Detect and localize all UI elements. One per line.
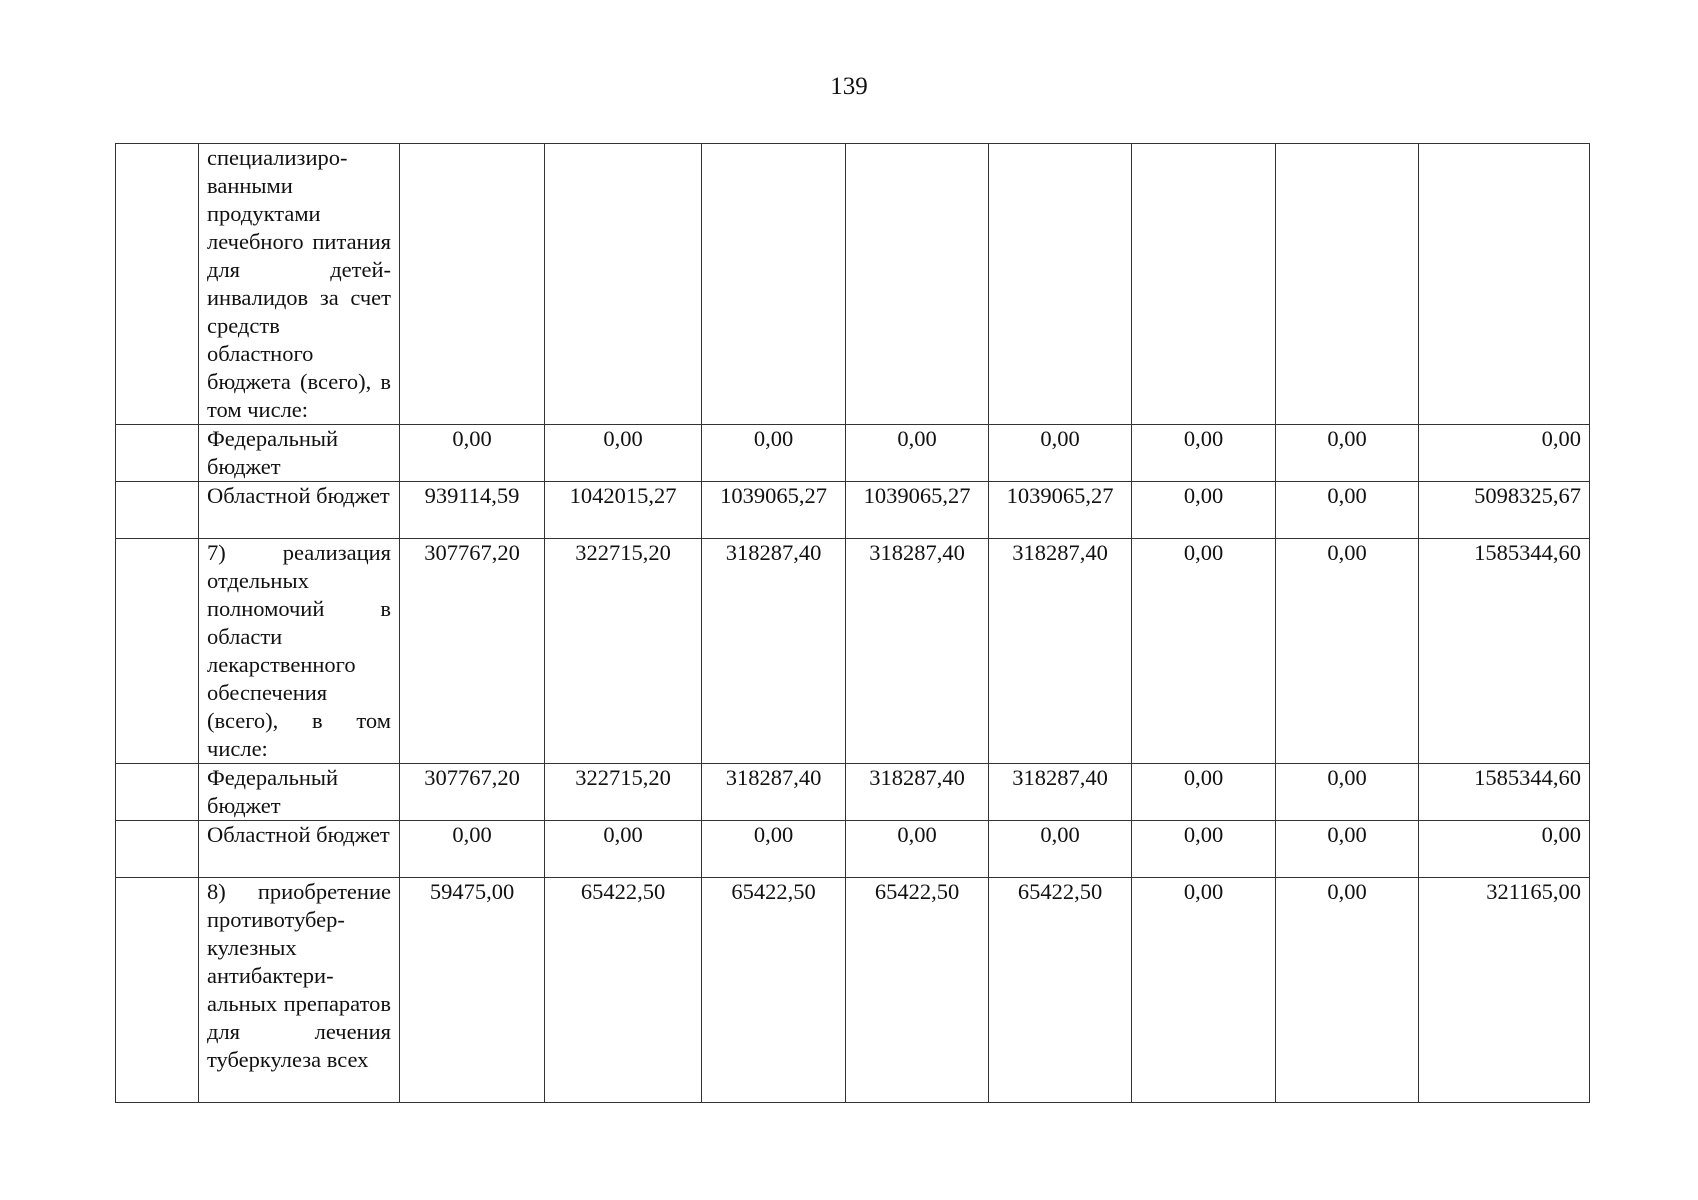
empty-cell	[116, 144, 199, 425]
value-cell: 0,00	[702, 821, 846, 878]
value-cell: 1042015,27	[545, 482, 702, 539]
total-cell: 1585344,60	[1419, 539, 1590, 764]
value-cell: 318287,40	[846, 539, 989, 764]
value-cell	[846, 144, 989, 425]
value-cell: 0,00	[846, 425, 989, 482]
empty-cell	[116, 878, 199, 1103]
value-cell	[702, 144, 846, 425]
row-description: Областной бюджет	[199, 821, 400, 878]
total-cell: 1585344,60	[1419, 764, 1590, 821]
value-cell: 0,00	[1132, 764, 1276, 821]
value-cell: 1039065,27	[989, 482, 1132, 539]
row-description: 7) реализация отдельных полномочий в области лекарственного обеспечения (всего), в том числе:	[199, 539, 400, 764]
value-cell: 0,00	[545, 425, 702, 482]
total-cell	[1419, 144, 1590, 425]
value-cell	[989, 144, 1132, 425]
value-cell: 0,00	[989, 821, 1132, 878]
table-row	[116, 425, 1590, 482]
value-cell: 59475,00	[400, 878, 545, 1103]
empty-cell	[116, 764, 199, 821]
value-cell: 318287,40	[702, 764, 846, 821]
value-cell: 1039065,27	[702, 482, 846, 539]
value-cell: 318287,40	[989, 764, 1132, 821]
table-row	[116, 878, 1590, 1103]
value-cell: 0,00	[702, 425, 846, 482]
budget-table	[115, 143, 1590, 1103]
value-cell	[400, 144, 545, 425]
table-row	[116, 482, 1590, 539]
row-description: Федеральный бюджет	[199, 764, 400, 821]
table-row	[116, 821, 1590, 878]
total-cell: 321165,00	[1419, 878, 1590, 1103]
row-description: Областной бюджет	[199, 482, 400, 539]
value-cell: 939114,59	[400, 482, 545, 539]
value-cell: 0,00	[1132, 878, 1276, 1103]
value-cell: 65422,50	[989, 878, 1132, 1103]
table-row	[116, 764, 1590, 821]
table-row	[116, 144, 1590, 425]
value-cell: 0,00	[1276, 764, 1419, 821]
value-cell: 0,00	[989, 425, 1132, 482]
empty-cell	[116, 821, 199, 878]
value-cell: 318287,40	[702, 539, 846, 764]
table-row	[116, 539, 1590, 764]
value-cell: 0,00	[1276, 425, 1419, 482]
value-cell: 0,00	[400, 821, 545, 878]
value-cell: 0,00	[846, 821, 989, 878]
value-cell: 307767,20	[400, 764, 545, 821]
total-cell: 0,00	[1419, 821, 1590, 878]
row-description: специализиро-ванными продуктами лечебного питания для детей-инвалидов за счет средств областного бюджета (всего), в том числе:	[199, 144, 400, 425]
value-cell: 307767,20	[400, 539, 545, 764]
value-cell: 0,00	[1132, 482, 1276, 539]
value-cell: 65422,50	[846, 878, 989, 1103]
value-cell: 0,00	[400, 425, 545, 482]
row-description: Федеральный бюджет	[199, 425, 400, 482]
page-number: 139	[830, 73, 868, 100]
value-cell: 0,00	[1132, 425, 1276, 482]
row-description: 8) приобретение противотубер-кулезных антибактери-альных препаратов для лечения туберкулеза всех	[199, 878, 400, 1103]
value-cell: 318287,40	[989, 539, 1132, 764]
value-cell: 0,00	[545, 821, 702, 878]
value-cell: 1039065,27	[846, 482, 989, 539]
total-cell: 5098325,67	[1419, 482, 1590, 539]
value-cell: 65422,50	[545, 878, 702, 1103]
value-cell: 0,00	[1132, 821, 1276, 878]
value-cell: 0,00	[1276, 878, 1419, 1103]
value-cell: 318287,40	[846, 764, 989, 821]
total-cell: 0,00	[1419, 425, 1590, 482]
empty-cell	[116, 539, 199, 764]
empty-cell	[116, 482, 199, 539]
value-cell: 0,00	[1132, 539, 1276, 764]
value-cell	[1276, 144, 1419, 425]
value-cell: 0,00	[1276, 539, 1419, 764]
value-cell: 322715,20	[545, 764, 702, 821]
value-cell: 322715,20	[545, 539, 702, 764]
value-cell	[1132, 144, 1276, 425]
value-cell: 0,00	[1276, 821, 1419, 878]
value-cell	[545, 144, 702, 425]
value-cell: 0,00	[1276, 482, 1419, 539]
empty-cell	[116, 425, 199, 482]
value-cell: 65422,50	[702, 878, 846, 1103]
